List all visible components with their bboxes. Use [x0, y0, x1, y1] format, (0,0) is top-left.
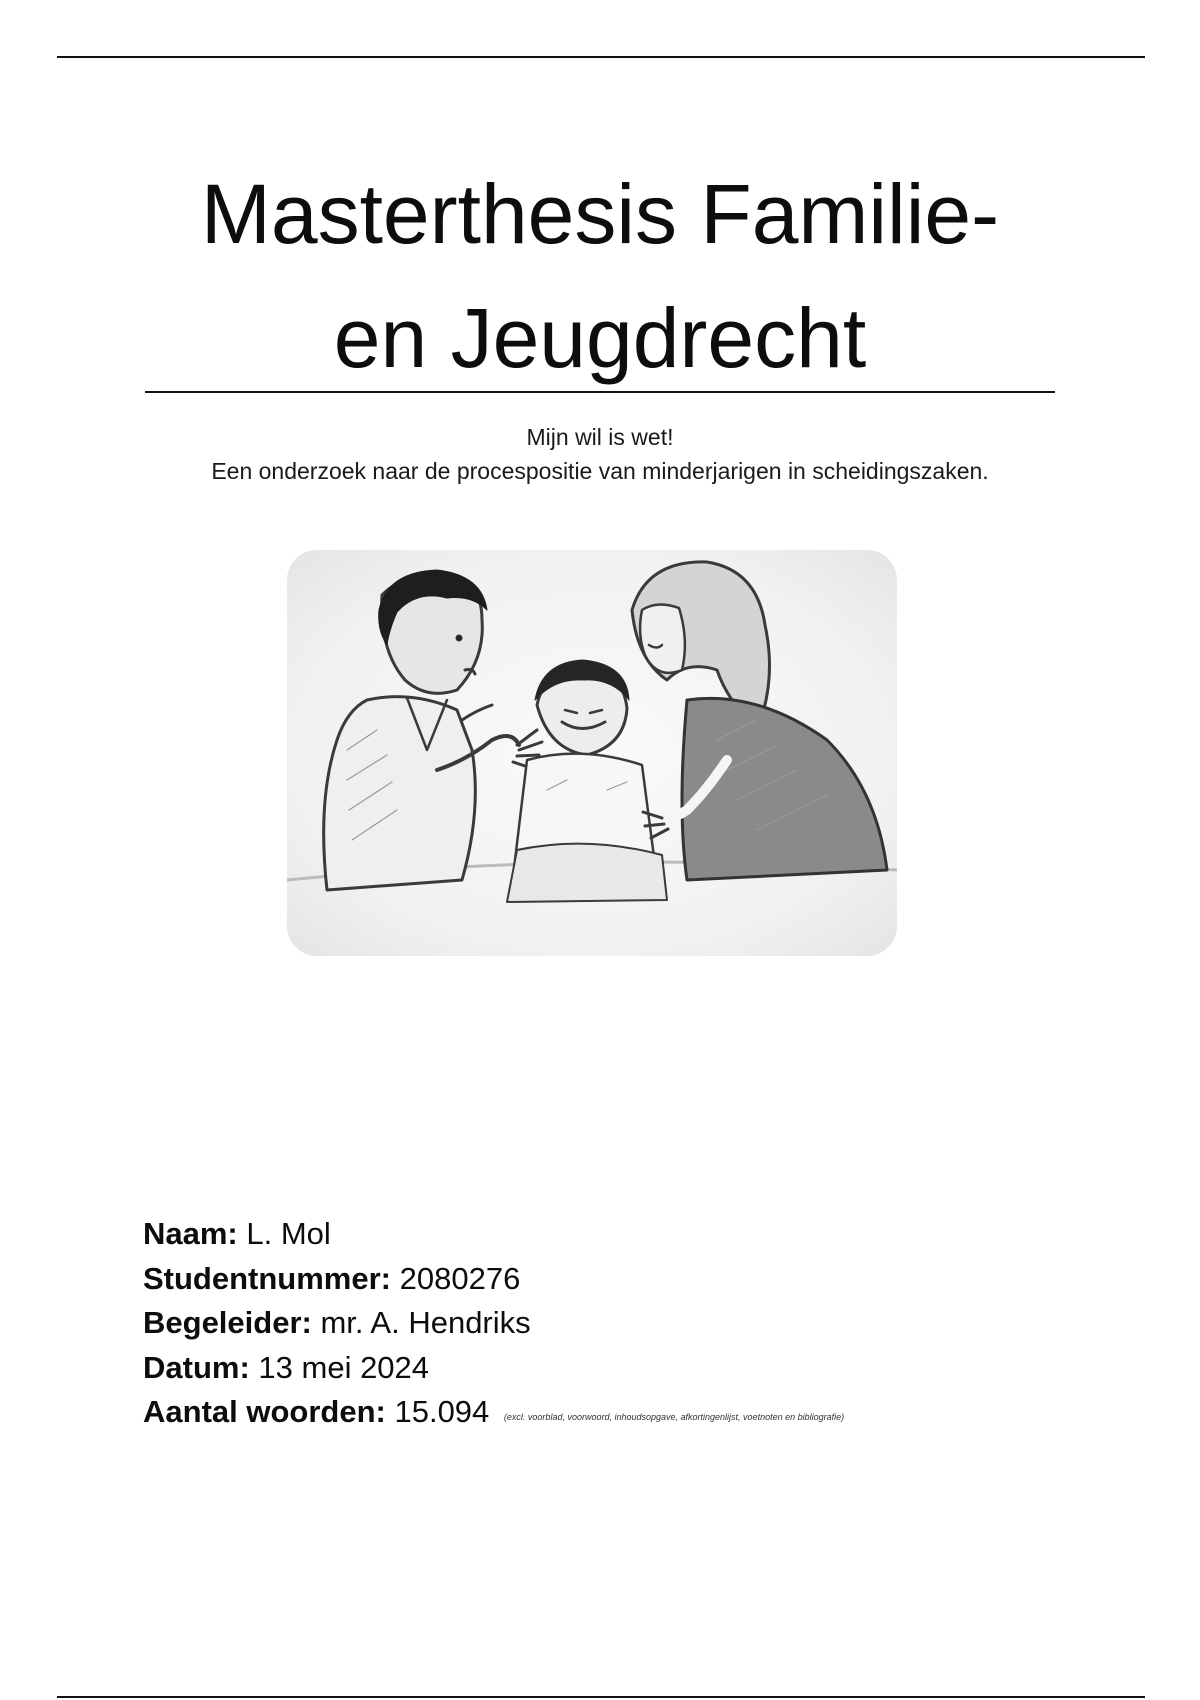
subtitle-line-2: Een onderzoek naar de procespositie van minderjarigen in scheidingszaken.: [211, 458, 989, 484]
family-argument-sketch-icon: [287, 550, 897, 956]
top-rule: [57, 56, 1145, 58]
student-number-label: Studentnummer:: [143, 1260, 391, 1296]
subtitle-line-1: Mijn wil is wet!: [526, 424, 674, 450]
meta-supervisor: [143, 1301, 1103, 1346]
subtitle: [145, 420, 1055, 488]
title-underline: [145, 391, 1055, 393]
meta-date: [143, 1346, 1103, 1391]
name-value: L. Mol: [246, 1216, 331, 1251]
title-line-2: en Jeugdrecht: [333, 291, 867, 385]
date-label: Datum:: [143, 1349, 250, 1385]
word-count-label: Aantal woorden:: [143, 1394, 386, 1429]
student-number-value: 2080276: [399, 1260, 521, 1296]
thesis-metadata: [143, 1212, 1103, 1440]
page-title: [145, 152, 1055, 400]
meta-student-number: [143, 1257, 1103, 1302]
title-line-1: Masterthesis Familie-: [200, 167, 1000, 261]
name-label: Naam:: [143, 1216, 238, 1251]
meta-word-count: [143, 1390, 1103, 1440]
supervisor-label: Begeleider:: [143, 1305, 312, 1340]
date-value: 13 mei 2024: [258, 1349, 430, 1385]
word-count-value: 15.094: [394, 1394, 490, 1429]
bottom-rule: [57, 1696, 1145, 1698]
meta-name: [143, 1212, 1103, 1257]
word-count-note: (excl. voorblad, voorwoord, inhoudsopgave, afkortingenlijst, voetnoten en bibliografie): [503, 1412, 845, 1422]
supervisor-value: mr. A. Hendriks: [320, 1305, 531, 1340]
